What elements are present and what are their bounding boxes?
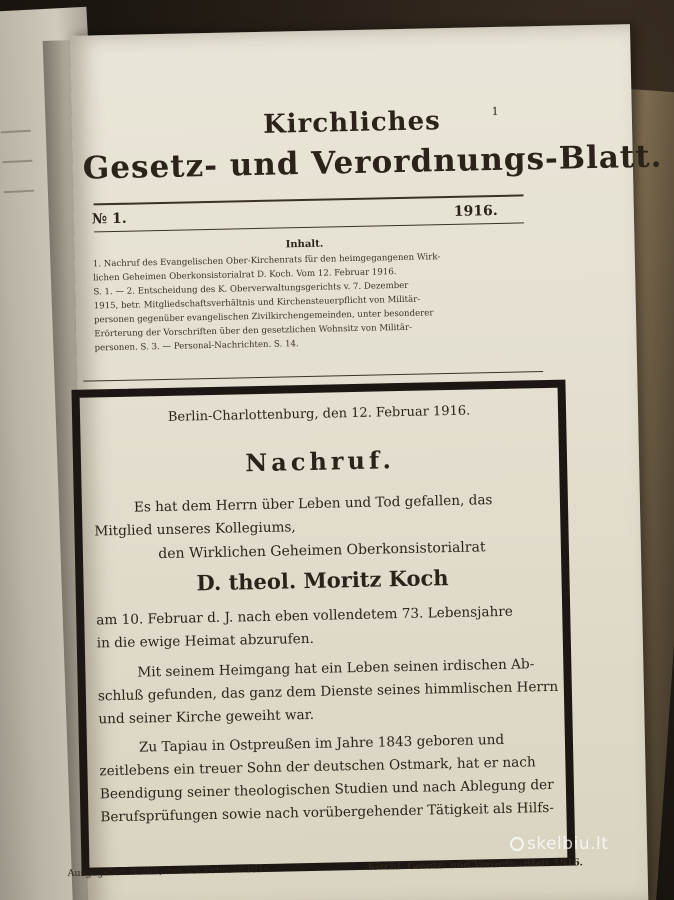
rule: [83, 371, 543, 382]
paragraph-3: [97, 653, 559, 731]
text-line: Beendigung seiner theologischen Studien und nach Ablegung der: [99, 776, 554, 803]
paragraph-2: [96, 600, 545, 655]
contents-line: 1. Nachruf des Evangelischen Ober-Kirchenrats für den heimgegangenen Wirk-: [92, 252, 441, 270]
text-line: zeitlebens ein treuer Sohn der deutschen Ostmark, hat er nach: [99, 754, 536, 780]
watermark-text: skelbiu.lt: [527, 834, 609, 854]
footer-right: Kirchl. Gesetz- und Verordn.-Blatt 1916.: [367, 857, 584, 873]
contents-line: personen. S. 3. — Personal-Nachrichten. S. 14.: [94, 339, 299, 354]
text-line: Es hat dem Herrn über Leben und Tod gefallen, das: [133, 492, 493, 516]
watermark-icon: [510, 837, 524, 851]
issue-year: 1916.: [453, 202, 498, 220]
text-line: Mitglied unseres Kollegiums,: [94, 519, 296, 540]
rank-line: den Wirklichen Geheimen Oberkonsistorialrat: [158, 539, 486, 563]
rule: [94, 222, 524, 232]
deceased-name: D. theol. Moritz Koch: [196, 565, 449, 596]
watermark: [510, 834, 608, 854]
text-line: am 10. Februar d. J. nach eben vollendetem 73. Lebensjahre: [96, 603, 513, 629]
obituary-title: Nachruf.: [245, 445, 396, 478]
place-date: Berlin-Charlottenburg, den 12. Februar 1916.: [167, 403, 471, 425]
obituary-frame: [71, 380, 575, 876]
text-line: Berufsprüfungen sowie nach vorübergehender Tätigkeit als Hilfs-: [100, 799, 555, 826]
page-number: 1: [491, 104, 499, 119]
title-line-1: Kirchliches: [262, 106, 442, 140]
text-line: Zu Tapiau in Ostpreußen im Jahre 1843 geboren und: [138, 731, 505, 756]
title-line-2: Gesetz- und Verordnungs-Blatt.: [82, 138, 663, 187]
contents-line: Erörterung der Vorschriften über den gesetzlichen Wohnsitz von Militär-: [94, 322, 413, 340]
contents-line: S. 1. — 2. Entscheidung des K. Oberverwaltungsgerichts v. 7. Dezember: [93, 280, 409, 298]
contents-heading: Inhalt.: [285, 238, 324, 251]
footer-left: Ausgegeben Berlin, den 25. Februar 1916.: [67, 863, 273, 880]
paragraph-4: [99, 728, 555, 829]
paragraph-1: [94, 488, 543, 543]
document-page: [67, 24, 663, 900]
contents-line: personen gegenüber evangelischen Zivilkirchengemeinden, unter besonderer: [93, 308, 434, 326]
issue-number: № 1.: [91, 210, 127, 228]
contents-list: [93, 248, 535, 355]
text-line: schluß gefunden, das ganz dem Dienste seines himmlischen Herrn: [97, 678, 559, 705]
contents-line: lichen Geheimen Oberkonsistorialrat D. Koch. Vom 12. Februar 1916.: [93, 267, 397, 284]
text-line: in die ewige Heimat abzurufen.: [96, 630, 315, 652]
text-line: und seiner Kirche geweiht war.: [98, 706, 315, 728]
contents-line: 1915, betr. Mitgliedschaftsverhältnis und Kirchensteuerpflicht von Militär-: [93, 294, 421, 312]
text-line: Mit seinem Heimgang hat ein Leben seinen irdischen Ab-: [137, 656, 535, 681]
